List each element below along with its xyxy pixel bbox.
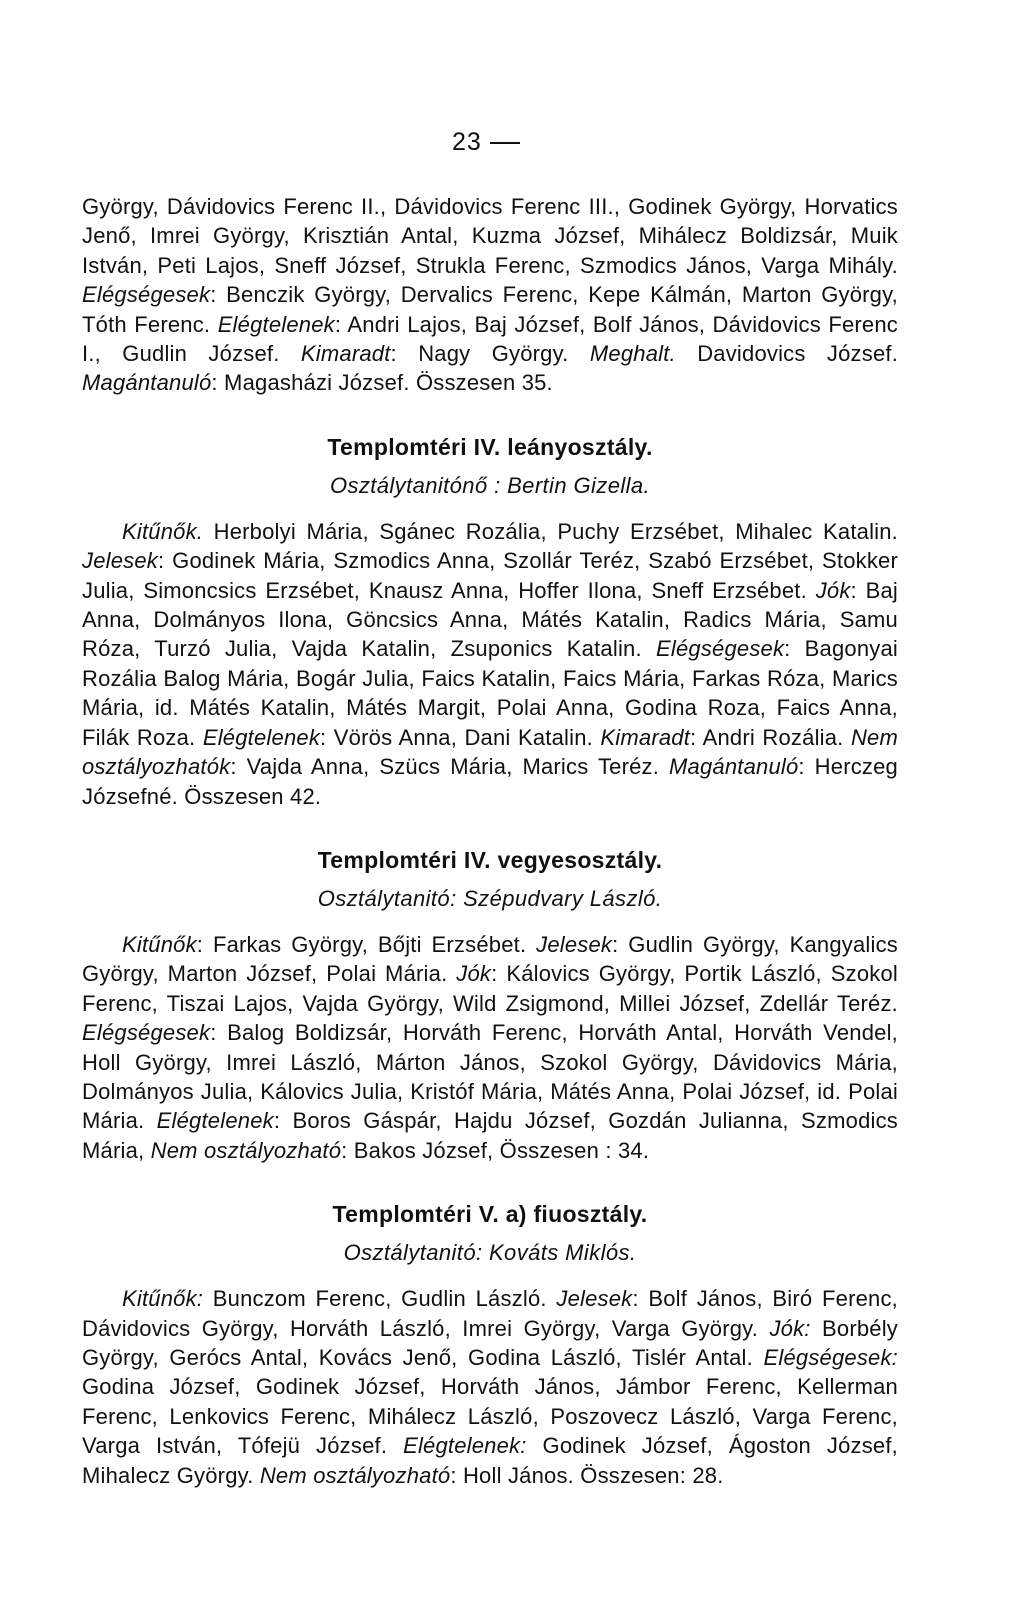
section-paragraph-mixed-4: Kitűnők: Farkas György, Bőjti Erzsébet. Jelesek: Gudlin György, Kangyalics György, Marton József, Polai Mária. Jók: Kálovics György, Portik László, Szokol Ferenc, Tiszai Lajos, Vajda György, Wild Zsigmond, Millei József, Zdellár Teréz. Elégségesek: Balog Boldizsár, Horváth Ferenc, Horváth Antal, Horváth Vendel, Holl György, Imrei László, Márton János, Szokol György, Dávidovics Mária, Dolmányos Julia, Kálovics Julia, Kristóf Mária, Mátés Anna, Polai József, id. Polai Mária. Elégtelenek: Boros Gáspár, Hajdu József, Gozdán Julianna, Szmodics Mária, Nem osztályozható: Bakos József, Összesen : 34. bbox=[82, 931, 898, 1163]
section-teacher-mixed-4: Osztálytanitó: Szépudvary László. bbox=[317, 885, 663, 911]
section-title-boys-5a: Templomtéri V. a) fiuosztály. bbox=[332, 1201, 648, 1228]
section-teacher-girls-4: Osztálytanitónő : Bertin Gizella. bbox=[329, 472, 651, 498]
page-content bbox=[82, 192, 898, 1490]
section-title-girls-4: Templomtéri IV. leányosztály. bbox=[327, 433, 653, 460]
section-teacher-boys-5a: Osztálytanitó: Kováts Miklós. bbox=[343, 1240, 637, 1266]
page-number-dash bbox=[490, 142, 520, 144]
section-paragraph-boys-5a: Kitűnők: Bunczom Ferenc, Gudlin László. Jelesek: Bolf János, Biró Ferenc, Dávidovics György, Horváth László, Imrei György, Varga György. Jók: Borbély György, Gerócs Antal, Kovács Jenő, Godina László, Tislér Antal. Elégségesek: Godina József, Godinek József, Horváth János, Jámbor Ferenc, Kellerman Ferenc, Lenkovics Ferenc, Mihálecz László, Poszovecz László, Varga Ferenc, Varga István, Tófejü József. Elégtelenek: Godinek József, Ágoston József, Mihalecz György. Nem osztályozható: Holl János. Összesen: 28. bbox=[82, 1286, 899, 1488]
section-paragraph-girls-4: Kitűnők. Herbolyi Mária, Sgánec Rozália, Puchy Erzsébet, Mihalec Katalin. Jelesek: Godinek Mária, Szmodics Anna, Szollár Teréz, Szabó Erzsébet, Stokker Julia, Simoncsics Erzsébet, Knausz Anna, Hoffer Ilona, Sneff Erzsébet. Jók: Baj Anna, Dolmányos Ilona, Göncsics Anna, Mátés Katalin, Radics Mária, Samu Róza, Turzó Julia, Vajda Katalin, Zsuponics Katalin. Elégségesek: Bagonyai Rozália Balog Mária, Bogár Julia, Faics Katalin, Faics Mária, Farkas Róza, Marics Mária, id. Mátés Katalin, Mátés Margit, Polai Anna, Godina Roza, Faics Anna, Filák Roza. Elégtelenek: Vörös Anna, Dani Katalin. Kimaradt: Andri Rozália. Nem osztályozhatók: Vajda Anna, Szücs Mária, Marics Teréz. Magántanuló: Herczeg Józsefné. Összesen 42. bbox=[82, 518, 899, 809]
continuation-paragraph: György, Dávidovics Ferenc II., Dávidovics Ferenc III., Godinek György, Horvatics Jenő, Imrei György, Krisztián Antal, Kuzma József, Mihálecz Boldizsár, Muik István, Peti Lajos, Sneff József, Strukla Ferenc, Szmodics János, Varga Mihály. Elégségesek: Benczik György, Dervalics Ferenc, Kepe Kálmán, Marton György, Tóth Ferenc. Elégtelenek: Andri Lajos, Baj József, Bolf János, Dávidovics Ferenc I., Gudlin József. Kimaradt: Nagy György. Meghalt. Davidovics József. Magántanuló: Magasházi József. Összesen 35. bbox=[82, 194, 899, 396]
section-title-mixed-4: Templomtéri IV. vegyesosztály. bbox=[317, 846, 663, 873]
page-number: 23 bbox=[452, 128, 520, 157]
